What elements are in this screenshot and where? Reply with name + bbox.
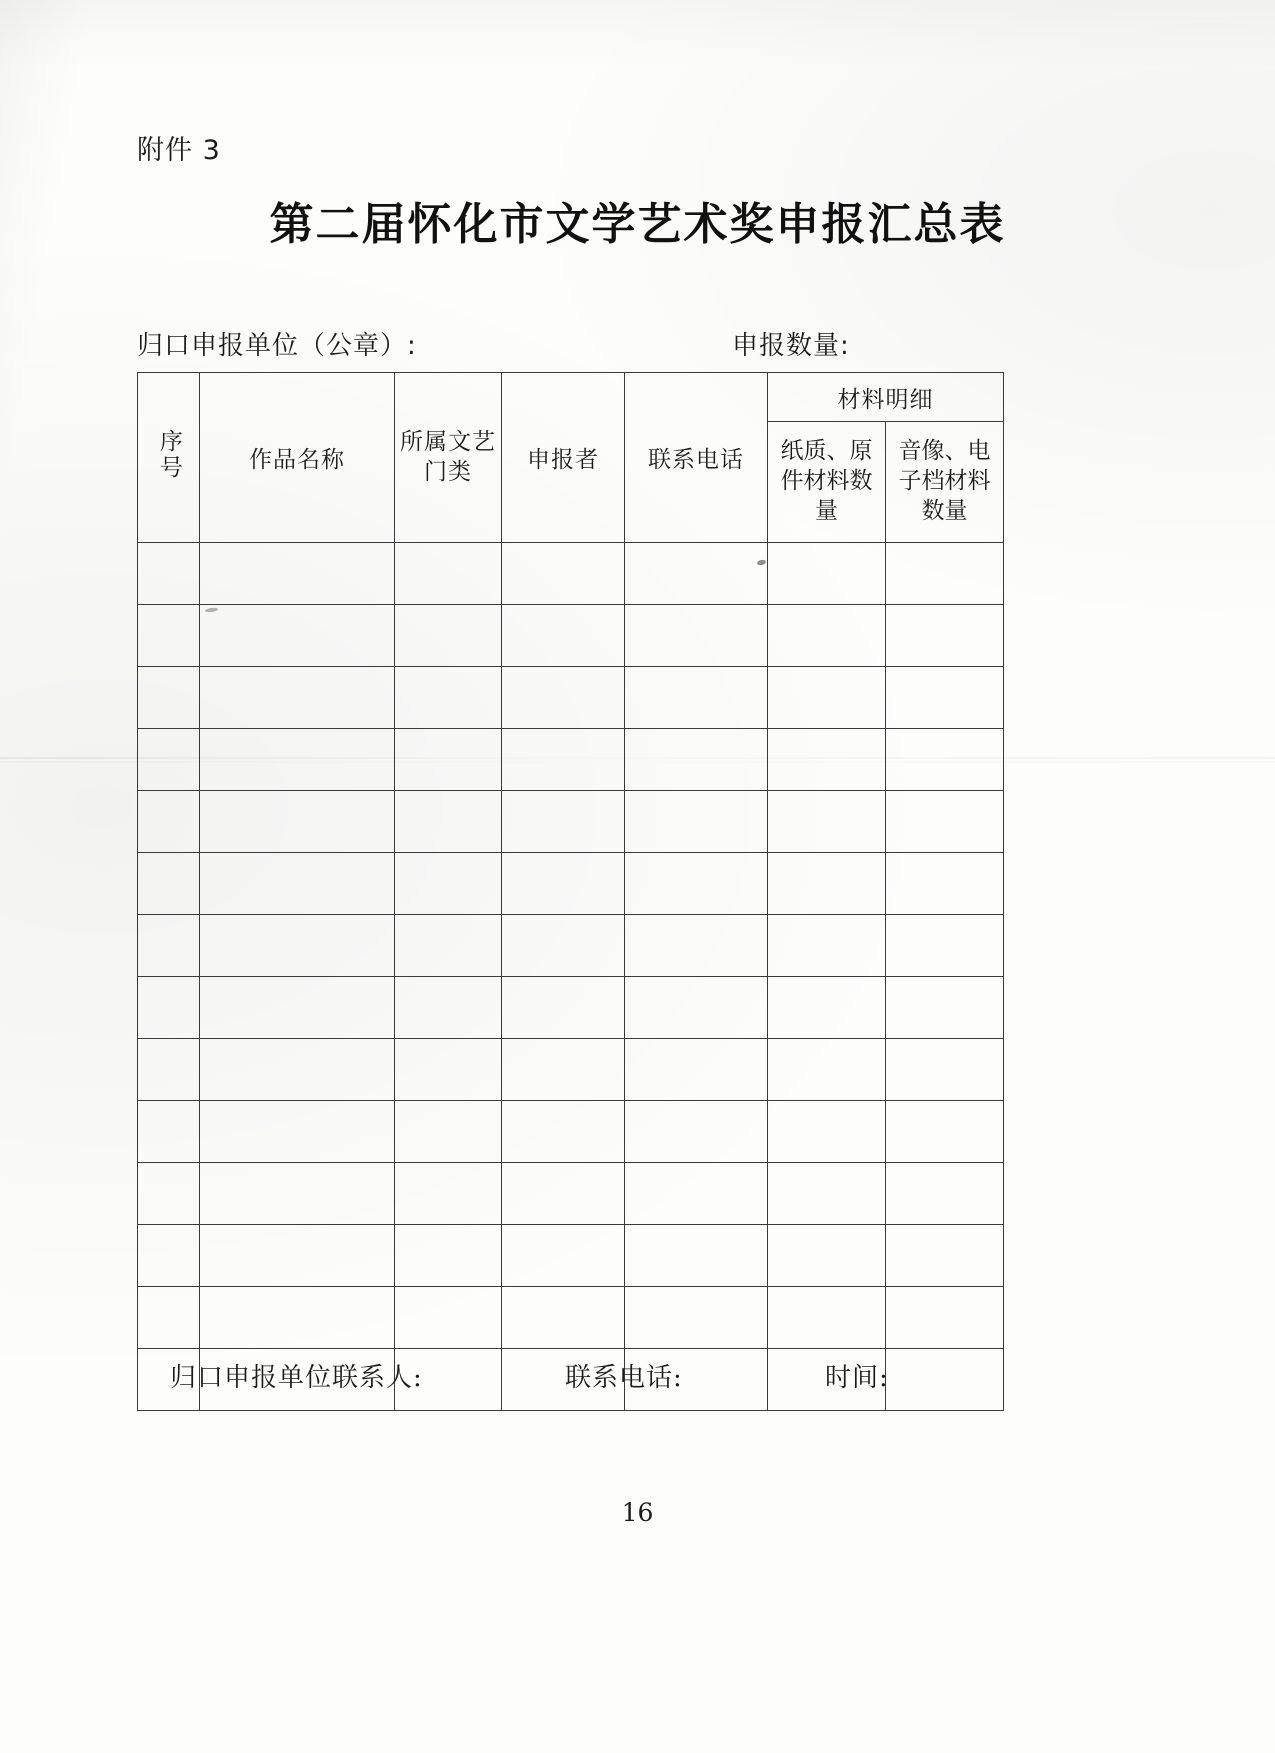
cell-phone[interactable]: [625, 1287, 768, 1349]
cell-seq[interactable]: [138, 667, 200, 729]
cell-digital-materials[interactable]: [886, 791, 1004, 853]
cell-seq[interactable]: [138, 543, 200, 605]
cell-paper-materials[interactable]: [768, 1287, 886, 1349]
column-header-paper-materials-text: 纸质、原件材料数量: [780, 438, 873, 524]
contact-person-label: 归口申报单位联系人:: [170, 1363, 423, 1393]
table-row[interactable]: [138, 1039, 1004, 1101]
declaring-unit-label: 归口申报单位（公章）:: [137, 331, 417, 361]
cell-digital-materials[interactable]: [886, 1349, 1004, 1411]
table-row[interactable]: [138, 1287, 1004, 1349]
cell-phone[interactable]: [625, 729, 768, 791]
cell-applicant[interactable]: [502, 667, 625, 729]
column-header-phone-text: 联系电话: [648, 447, 744, 473]
column-header-digital-materials: [886, 422, 1004, 543]
column-header-paper-materials: [768, 422, 886, 543]
column-header-category-text: 所属文艺门类: [400, 429, 496, 485]
cell-phone[interactable]: [625, 791, 768, 853]
table-row[interactable]: [138, 605, 1004, 667]
cell-phone[interactable]: [625, 1039, 768, 1101]
cell-applicant[interactable]: [502, 605, 625, 667]
attachment-label: 附件 3: [137, 135, 221, 166]
cell-phone[interactable]: [625, 1225, 768, 1287]
table-row[interactable]: [138, 791, 1004, 853]
cell-applicant[interactable]: [502, 729, 625, 791]
cell-work-title[interactable]: [200, 1287, 395, 1349]
cell-work-title[interactable]: [200, 543, 395, 605]
cell-seq[interactable]: [138, 729, 200, 791]
cell-seq[interactable]: [138, 1163, 200, 1225]
cell-category[interactable]: [395, 729, 502, 791]
cell-paper-materials[interactable]: [768, 543, 886, 605]
cell-digital-materials[interactable]: [886, 915, 1004, 977]
cell-phone[interactable]: [625, 1163, 768, 1225]
declaration-summary-table: [137, 372, 1004, 1411]
cell-paper-materials[interactable]: [768, 1163, 886, 1225]
table-body: [138, 543, 1004, 1411]
cell-work-title[interactable]: [200, 605, 395, 667]
cell-digital-materials[interactable]: [886, 977, 1004, 1039]
column-header-applicant-text: 申报者: [527, 447, 599, 473]
cell-paper-materials[interactable]: [768, 915, 886, 977]
cell-digital-materials[interactable]: [886, 1225, 1004, 1287]
cell-work-title[interactable]: [200, 1225, 395, 1287]
cell-applicant[interactable]: [502, 1287, 625, 1349]
date-label: 时间:: [825, 1363, 889, 1393]
table-row[interactable]: [138, 543, 1004, 605]
column-header-phone: [625, 373, 768, 543]
cell-category[interactable]: [395, 977, 502, 1039]
declaration-count-label: 申报数量:: [732, 331, 850, 361]
cell-paper-materials[interactable]: [768, 729, 886, 791]
cell-phone[interactable]: [625, 853, 768, 915]
cell-category[interactable]: [395, 791, 502, 853]
cell-applicant[interactable]: [502, 1101, 625, 1163]
column-header-category: [395, 373, 502, 543]
table-row[interactable]: [138, 667, 1004, 729]
cell-paper-materials[interactable]: [768, 605, 886, 667]
table-row[interactable]: [138, 1163, 1004, 1225]
cell-digital-materials[interactable]: [886, 543, 1004, 605]
contact-phone-label: 联系电话:: [565, 1363, 683, 1393]
cell-category[interactable]: [395, 605, 502, 667]
table-row[interactable]: [138, 729, 1004, 791]
cell-category[interactable]: [395, 1287, 502, 1349]
cell-phone[interactable]: [625, 977, 768, 1039]
cell-seq[interactable]: [138, 1101, 200, 1163]
cell-seq[interactable]: [138, 605, 200, 667]
cell-digital-materials[interactable]: [886, 605, 1004, 667]
cell-digital-materials[interactable]: [886, 729, 1004, 791]
cell-phone[interactable]: [625, 667, 768, 729]
cell-digital-materials[interactable]: [886, 1101, 1004, 1163]
table-row[interactable]: [138, 915, 1004, 977]
table-header: [138, 373, 1004, 543]
cell-digital-materials[interactable]: [886, 1287, 1004, 1349]
table-row[interactable]: [138, 977, 1004, 1039]
column-header-work-title-text: 作品名称: [249, 447, 345, 473]
cell-phone[interactable]: [625, 605, 768, 667]
cell-applicant[interactable]: [502, 791, 625, 853]
table-row[interactable]: [138, 853, 1004, 915]
column-header-seq-text: 序号: [155, 428, 182, 481]
cell-work-title[interactable]: [200, 1101, 395, 1163]
cell-digital-materials[interactable]: [886, 667, 1004, 729]
cell-paper-materials[interactable]: [768, 1225, 886, 1287]
column-header-applicant: [502, 373, 625, 543]
cell-phone[interactable]: [625, 1101, 768, 1163]
cell-applicant[interactable]: [502, 915, 625, 977]
cell-digital-materials[interactable]: [886, 1039, 1004, 1101]
cell-paper-materials[interactable]: [768, 791, 886, 853]
cell-applicant[interactable]: [502, 1039, 625, 1101]
column-header-digital-materials-text: 音像、电子档材料数量: [898, 438, 991, 524]
cell-phone[interactable]: [625, 543, 768, 605]
table-row[interactable]: [138, 1101, 1004, 1163]
cell-seq[interactable]: [138, 853, 200, 915]
cell-paper-materials[interactable]: [768, 1101, 886, 1163]
cell-seq[interactable]: [138, 1225, 200, 1287]
cell-category[interactable]: [395, 1101, 502, 1163]
cell-work-title[interactable]: [200, 853, 395, 915]
cell-category[interactable]: [395, 1039, 502, 1101]
cell-paper-materials[interactable]: [768, 977, 886, 1039]
cell-category[interactable]: [395, 853, 502, 915]
column-header-seq: [138, 373, 200, 543]
cell-applicant[interactable]: [502, 543, 625, 605]
cell-work-title[interactable]: [200, 667, 395, 729]
cell-category[interactable]: [395, 543, 502, 605]
cell-work-title[interactable]: [200, 729, 395, 791]
column-group-header-materials-text: 材料明细: [837, 386, 934, 413]
cell-category[interactable]: [395, 1225, 502, 1287]
cell-paper-materials[interactable]: [768, 667, 886, 729]
cell-work-title[interactable]: [200, 915, 395, 977]
cell-paper-materials[interactable]: [768, 1039, 886, 1101]
cell-work-title[interactable]: [200, 1039, 395, 1101]
cell-applicant[interactable]: [502, 1163, 625, 1225]
cell-work-title[interactable]: [200, 791, 395, 853]
cell-seq[interactable]: [138, 1287, 200, 1349]
page-title: 第二届怀化市文学艺术奖申报汇总表: [269, 199, 1006, 250]
cell-paper-materials[interactable]: [768, 853, 886, 915]
cell-seq[interactable]: [138, 915, 200, 977]
cell-applicant[interactable]: [502, 1225, 625, 1287]
cell-applicant[interactable]: [502, 977, 625, 1039]
cell-applicant[interactable]: [502, 853, 625, 915]
page-number: 16: [621, 1498, 654, 1527]
cell-digital-materials[interactable]: [886, 1163, 1004, 1225]
cell-seq[interactable]: [138, 1039, 200, 1101]
cell-phone[interactable]: [625, 915, 768, 977]
cell-seq[interactable]: [138, 977, 200, 1039]
cell-category[interactable]: [395, 1163, 502, 1225]
cell-seq[interactable]: [138, 791, 200, 853]
cell-work-title[interactable]: [200, 977, 395, 1039]
column-header-work-title: [200, 373, 395, 543]
column-group-header-materials: [768, 373, 1004, 422]
cell-digital-materials[interactable]: [886, 853, 1004, 915]
cell-category[interactable]: [395, 915, 502, 977]
cell-work-title[interactable]: [200, 1163, 395, 1225]
table-row[interactable]: [138, 1225, 1004, 1287]
cell-category[interactable]: [395, 667, 502, 729]
